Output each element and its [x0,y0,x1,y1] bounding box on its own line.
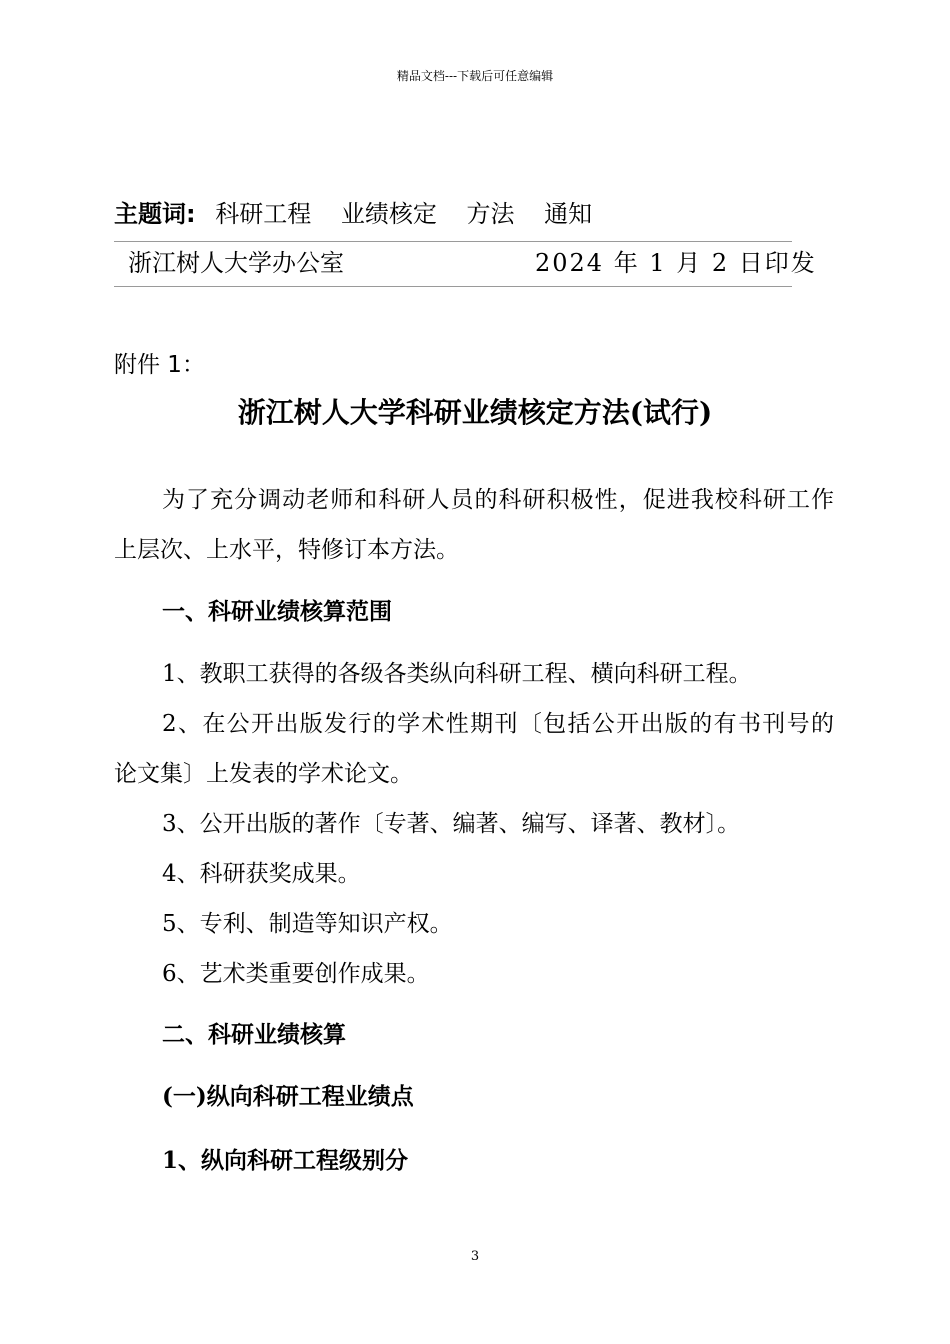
section-2-heading: 二、科研业绩核算 [162,1021,346,1048]
keywords-label: 主题词 [114,200,186,228]
intro-line-2: 上层次、上水平，特修订本方法。 [114,537,459,563]
divider-top [114,241,792,242]
list-item: 1、教职工获得的各级各类纵向科研工程、横向科研工程。 [162,661,752,687]
list-item-continuation: 论文集〕上发表的学术论文。 [114,761,413,787]
list-item: 4、科研获奖成果。 [162,861,361,887]
subject-keywords [114,199,592,229]
section-2-subheading: (一)纵向科研工程业绩点 [162,1083,414,1110]
keyword-item: 科研工程 [215,200,312,228]
keyword-item: 业绩核定 [340,200,437,228]
attachment-label: 附件 1： [114,352,205,378]
list-item: 2、在公开出版发行的学术性期刊〔包括公开出版的有书刊号的 [162,711,834,737]
keyword-item: 通知 [544,200,593,228]
keywords-colon: : [186,200,196,228]
section-1-heading: 一、科研业绩核算范围 [162,598,392,625]
list-item: 6、艺术类重要创作成果。 [162,961,430,987]
list-item: 5、专利、制造等知识产权。 [162,911,453,937]
intro-line-1: 为了充分调动老师和科研人员的科研积极性，促进我校科研工作 [162,487,834,513]
section-2-item-1: 1、纵向科研工程级别分 [162,1147,409,1174]
keyword-item: 方法 [466,200,515,228]
issuer: 浙江树人大学办公室 [128,249,344,277]
header-note: 精品文档---下载后可任意编辑 [396,69,554,83]
divider-bottom [114,286,792,287]
issue-date: 2024 年 1 月 2 日印发 [535,249,817,277]
document-title: 浙江树人大学科研业绩核定方法(试行) [237,396,713,429]
list-item: 3、公开出版的著作〔专著、编著、编写、译著、教材〕。 [162,811,741,837]
page-number: 3 [470,1249,480,1264]
